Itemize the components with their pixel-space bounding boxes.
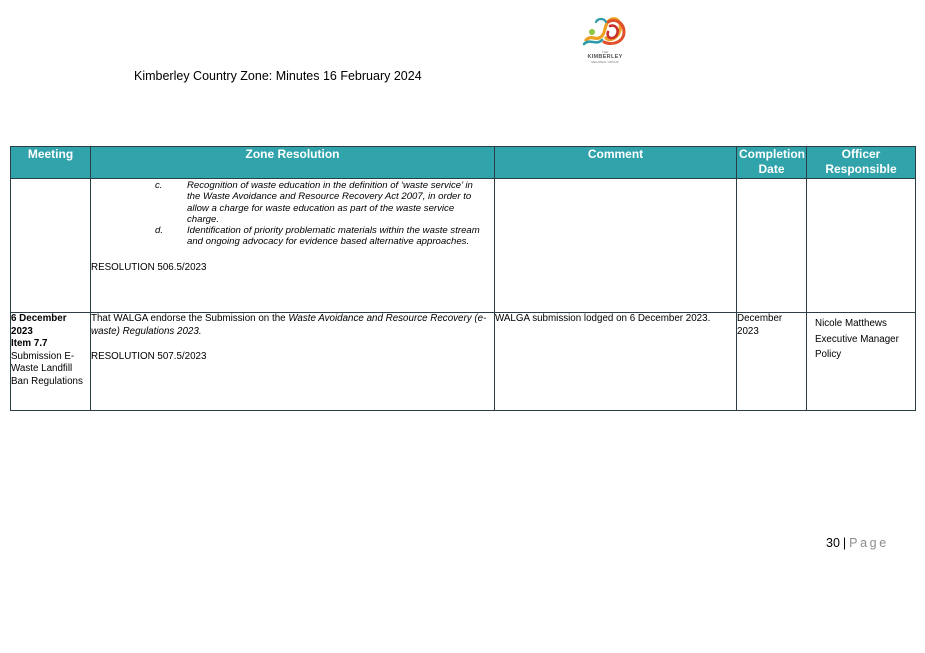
logo-name: KIMBERLEY	[587, 54, 623, 60]
header-officer-responsible	[807, 147, 916, 179]
header-meeting: Meeting	[11, 147, 91, 179]
row2-comment: WALGA submission lodged on 6 December 2023.	[495, 313, 737, 411]
row2-meeting	[11, 313, 91, 411]
resolution-prefix: That WALGA endorse the Submission on the	[91, 313, 289, 324]
row1-completion	[737, 179, 807, 313]
table-header-row	[11, 147, 916, 179]
kimberley-logo	[578, 12, 632, 68]
minutes-table	[10, 146, 916, 411]
header-comment: Comment	[495, 147, 737, 179]
header-officer-line2: Responsible	[825, 162, 897, 176]
header-officer-line1: Officer	[841, 147, 881, 161]
row1-meeting	[11, 179, 91, 313]
header-completion-line1: Completion	[739, 147, 805, 161]
logo-text	[578, 50, 632, 64]
row2-resolution-number: RESOLUTION 507.5/2023	[91, 351, 207, 362]
page-separator: |	[842, 536, 847, 550]
table-row	[11, 313, 916, 411]
list-item-text: Identification of priority problematic materials within the waste stream and ongoing advocacy for evidence based alternative approaches.	[187, 225, 480, 248]
header-completion-line2: Date	[758, 162, 785, 176]
list-item-label: d.	[155, 225, 164, 237]
meeting-item: Item 7.7	[11, 338, 48, 349]
list-item	[91, 225, 494, 248]
row2-officer	[807, 313, 916, 411]
page-number-value: 30	[826, 536, 840, 550]
list-item	[91, 180, 494, 225]
logo-small-text: THE	[602, 50, 608, 54]
row1-officer	[807, 179, 916, 313]
kimberley-logo-icon	[578, 12, 632, 52]
page-word: Page	[849, 536, 889, 550]
officer-title: Executive Manager Policy	[815, 333, 899, 360]
row2-resolution	[91, 313, 495, 411]
row1-resolution-number: RESOLUTION 506.5/2023	[91, 261, 207, 273]
header-zone-resolution: Zone Resolution	[91, 147, 495, 179]
resolution-italic: Waste Avoidance and Resource Recovery (e-waste) Regulations 2023.	[91, 313, 487, 337]
row1-comment	[495, 179, 737, 313]
resolution-item-list	[91, 180, 494, 248]
list-item-label: c.	[155, 180, 163, 191]
row2-completion: December 2023	[737, 313, 807, 411]
document-title: Kimberley Country Zone: Minutes 16 February 2024	[134, 69, 422, 83]
list-item-text: Recognition of waste education in the definition of ‘waste service’ in the Waste Avoidance and Resource Recovery Act 2007, in order to allow a charge for waste education as part of the waste service charge.	[187, 180, 473, 225]
table-row	[11, 179, 916, 313]
meeting-subject: Submission E-Waste Landfill Ban Regulations	[11, 350, 83, 387]
row1-resolution	[91, 179, 495, 313]
meeting-date: 6 December 2023	[11, 313, 67, 337]
page-number	[826, 536, 889, 550]
resolution-text	[91, 313, 494, 338]
officer-name: Nicole Matthews	[815, 318, 887, 329]
logo-subtitle: REGIONAL GROUP	[591, 60, 619, 64]
header-completion-date	[737, 147, 807, 179]
